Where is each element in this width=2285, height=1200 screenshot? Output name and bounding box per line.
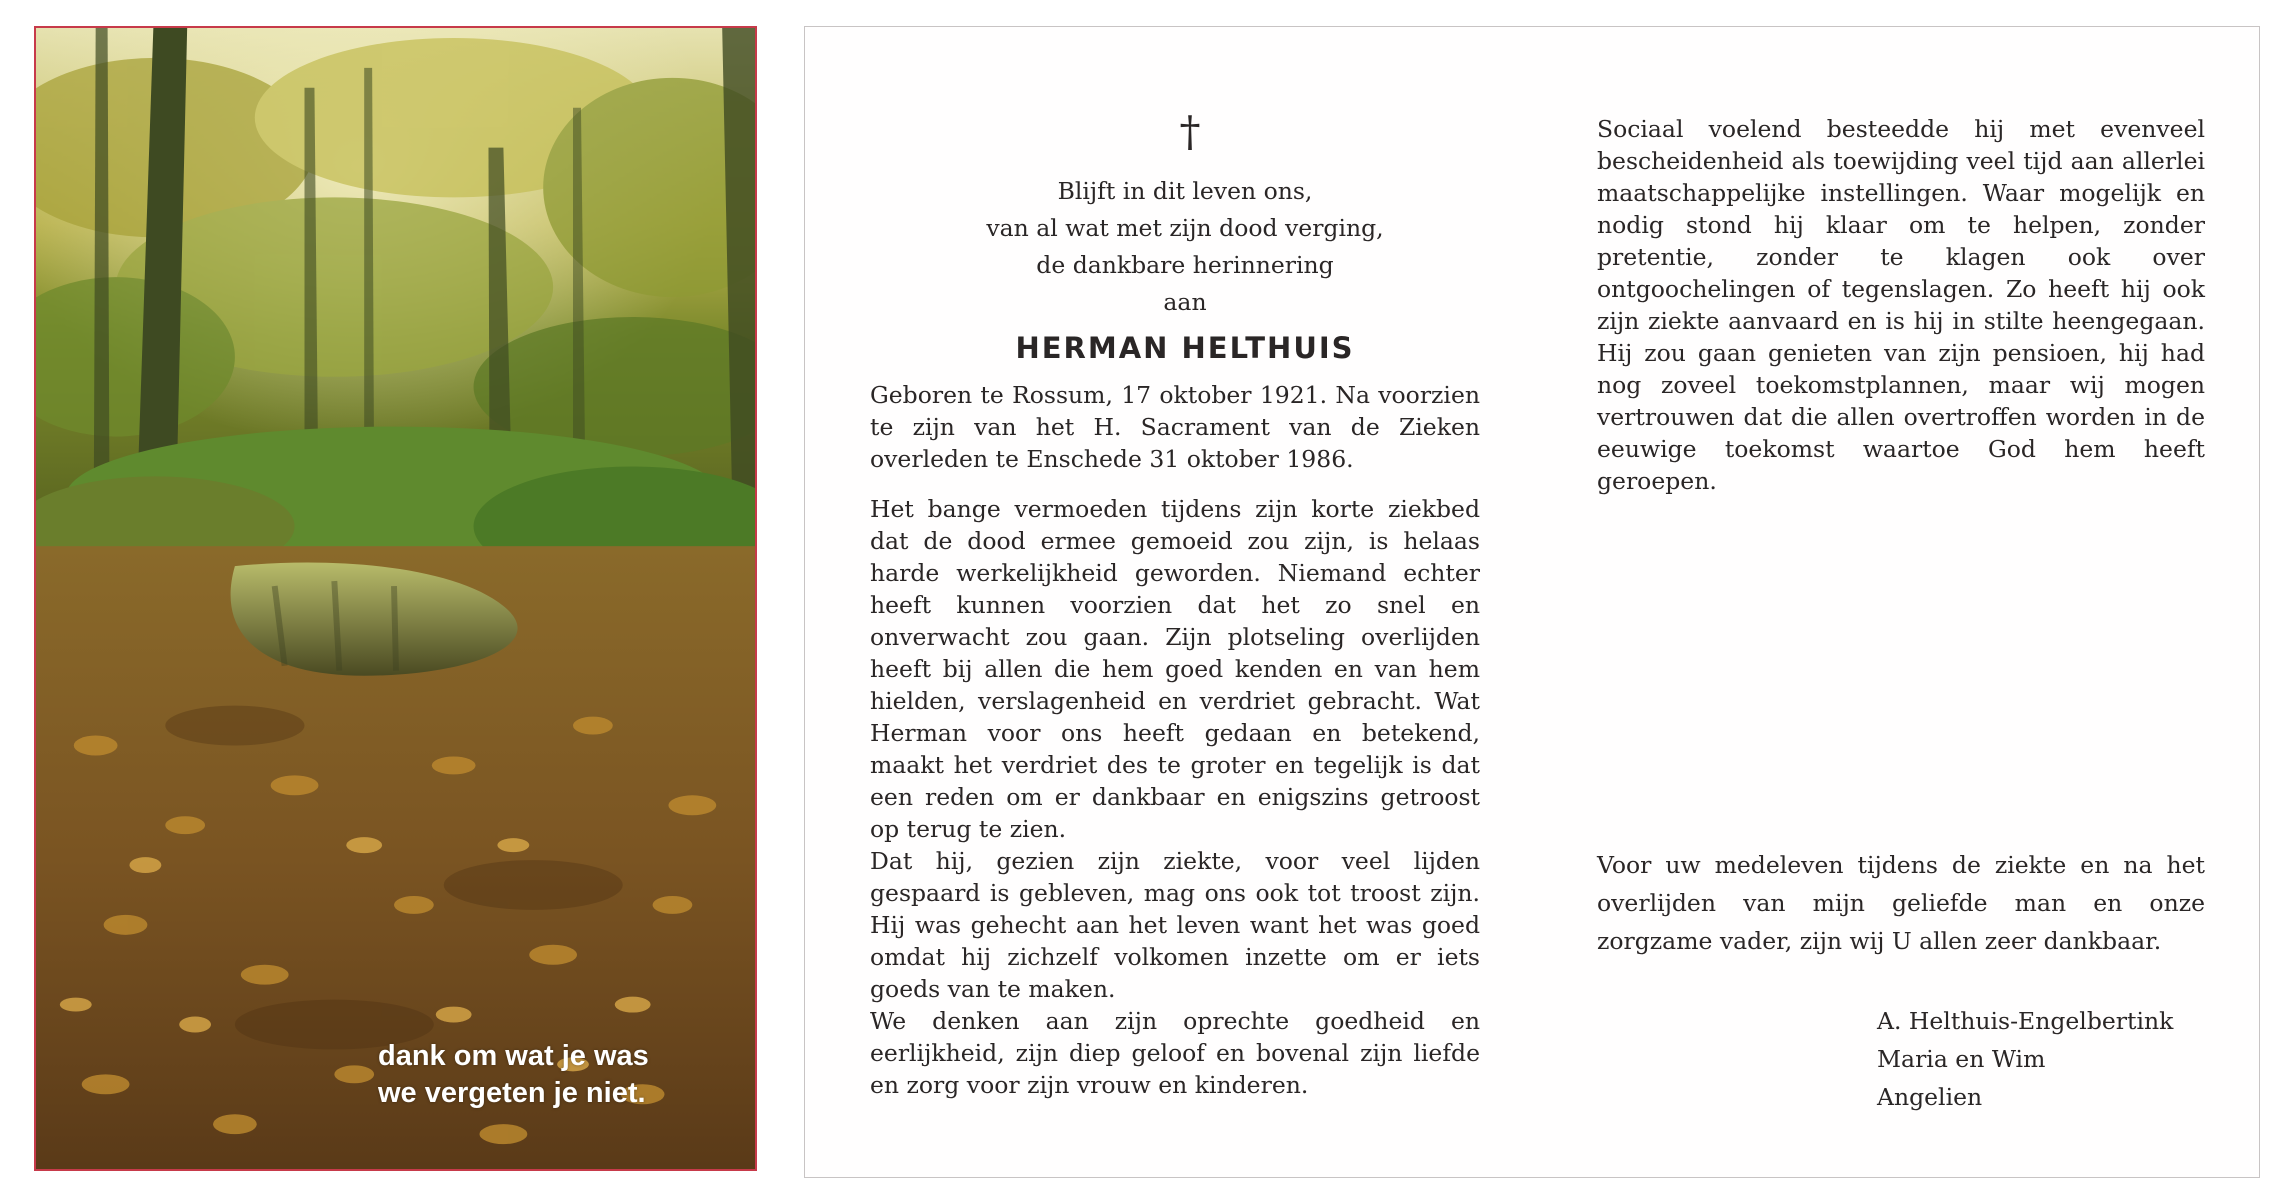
paragraph-social: Sociaal voelend besteedde hij met evenveel bescheidenheid als toewijding veel tijd aan allerlei maatschappelijke instellingen. Waar mogelijk en nodig stond hij klaar om te helpen, zonder pretentie, zonder te klagen ook over ontgoochelingen of tegenslagen. Zo heeft hij ook zijn ziekte aanvaard en is hij in stilte heengegaan. Hij zou gaan genieten van zijn pensioen, hij had nog zoveel toekomstplannen, maar wij mogen vertrouwen dat die allen overtroffen worden in de eeuwige toekomst waartoe God hem heeft geroepen. bbox=[1597, 115, 2205, 495]
signature-wife: A. Helthuis-Engelbertink bbox=[1877, 1007, 2174, 1035]
signature-children: Maria en Wim bbox=[1877, 1045, 2046, 1073]
memorial-text-card bbox=[804, 26, 2260, 1178]
dedication-line-3: de dankbare herinnering bbox=[1036, 251, 1334, 279]
right-text-column bbox=[1597, 113, 2205, 497]
paragraph-character: We denken aan zijn oprechte goedheid en eerlijkheid, zijn diep geloof en bovenal zijn liefde en zorg voor zijn vrouw en kinderen. bbox=[870, 1007, 1480, 1099]
deceased-name: HERMAN HELTHUIS bbox=[1015, 331, 1355, 365]
memorial-photo-card bbox=[34, 26, 757, 1171]
thanks-text: Voor uw medeleven tijdens de ziekte en na het overlijden van mijn geliefde man en onze zorgzame vader, zijn wij U allen zeer dankbaar. bbox=[1597, 850, 2205, 955]
left-text-column bbox=[870, 107, 1480, 1101]
signature-daughter: Angelien bbox=[1877, 1083, 1983, 1111]
paragraph-comfort: Dat hij, gezien zijn ziekte, voor veel lijden gespaard is gebleven, mag ons ook tot troost zijn. Hij was gehecht aan het leven want het was goed omdat hij zichzelf volkomen inzette om er iets goeds van te maken. bbox=[870, 847, 1480, 1003]
caption-line-2: we vergeten je niet. bbox=[378, 1077, 646, 1109]
paragraph-illness: Het bange vermoeden tijdens zijn korte ziekbed dat de dood ermee gemoeid zou zijn, is helaas harde werkelijkheid geworden. Niemand echter heeft kunnen voorzien dat het zo snel en onverwacht zou gaan. Zijn plotseling overlijden heeft bij allen die hem goed kenden en van hem hielden, verslagenheid en verdriet gebracht. Wat Herman voor ons heeft gedaan en betekend, maakt het verdriet des te groter en tegelijk is dat een reden om er dankbaar en enigszins getroost op terug te zien. bbox=[870, 495, 1480, 843]
photo-caption bbox=[378, 1038, 757, 1112]
signatures bbox=[1877, 1002, 2173, 1116]
dedication-line-4: aan bbox=[1163, 288, 1207, 316]
dedication-line-1: Blijft in dit leven ons, bbox=[1057, 177, 1313, 205]
autumn-forest-stream-image bbox=[36, 28, 755, 1169]
caption-line-1: dank om wat je was bbox=[378, 1040, 649, 1072]
cross-icon: † bbox=[1179, 107, 1201, 156]
dedication-line-2: van al wat met zijn dood verging, bbox=[986, 214, 1384, 242]
birth-death-text: Geboren te Rossum, 17 oktober 1921. Na voorzien te zijn van het H. Sacrament van de Zieken overleden te Enschede 31 oktober 1986. bbox=[870, 381, 1480, 473]
